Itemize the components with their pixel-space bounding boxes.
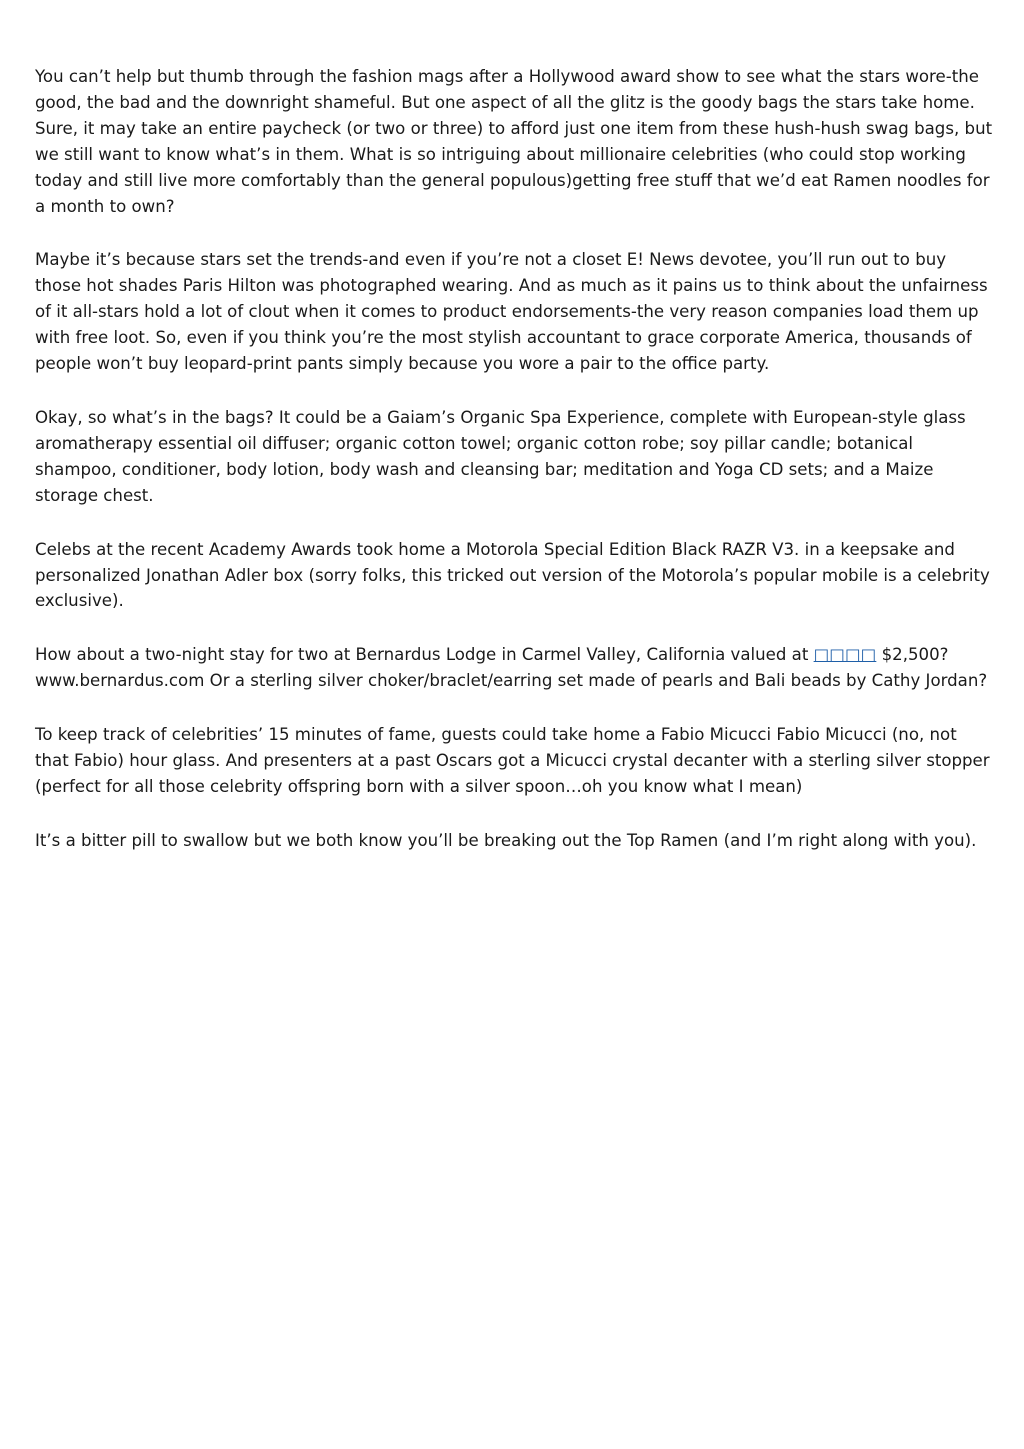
paragraph-motorola-razr: Celebs at the recent Academy Awards took home a Motorola Special Edition Black RAZR V3. in a keepsake and personalized Jonathan Adler box (sorry folks, this tricked out version of the Motorola’s popular mobile is a celebrity exclusive). — [35, 539, 990, 611]
paragraph-bernardus-lodge — [35, 642, 995, 694]
paragraph-top-ramen: It’s a bitter pill to swallow but we both know you’ll be breaking out the Top Ramen (and I’m right along with you). — [35, 830, 977, 850]
paragraph-whats-in-bags: Okay, so what’s in the bags? It could be a Gaiam’s Organic Spa Experience, complete with European-style glass aromatherapy essential oil diffuser; organic cotton towel; organic cotton robe; soy pillar candle; botanical shampoo, conditioner, body lotion, body wash and cleansing bar; meditation and Yoga CD sets; and a Maize storage chest. — [35, 407, 966, 505]
inline-link[interactable]: □□□□ — [813, 645, 877, 665]
paragraph-bernardus-text-before: How about a two-night stay for two at Bernardus Lodge in Carmel Valley, California valued at — [35, 645, 814, 665]
paragraph-micucci-hourglass: To keep track of celebrities’ 15 minutes of fame, guests could take home a Fabio Micucci Fabio Micucci (no, not that Fabio) hour glass. And presenters at a past Oscars got a Micucci crystal decanter with a sterling silver stopper (perfect for all those celebrity offspring born with a silver spoon…oh you know what I mean) — [35, 725, 990, 796]
paragraph-bernardus-text-after: $2,500? www.bernardus.com Or a sterling silver choker/braclet/earring set made of pearls and Bali beads by Cathy Jordan? — [35, 645, 988, 691]
paragraph-award-show-swag: You can’t help but thumb through the fashion mags after a Hollywood award show to see what the stars wore-the good, the bad and the downright shameful. But one aspect of all the glitz is the goody bags the stars take home. Sure, it may take an entire paycheck (or two or three) to afford just one item from these hush-hush swag bags, but we still want to know what’s in them. What is so intriguing about millionaire celebrities (who could stop working today and still live more comfortably than the general populous)getting free stuff that we’d eat Ramen noodles for a month to own? — [35, 67, 993, 216]
paragraph-stars-set-trends: Maybe it’s because stars set the trends-and even if you’re not a closet E! News devotee, you’ll run out to buy those hot shades Paris Hilton was photographed wearing. And as much as it pains us to think about the unfairness of it all-stars hold a lot of clout when it comes to product endorsements-the very reason companies load them up with free loot. So, even if you think you’re the most stylish accountant to grace corporate America, thousands of people won’t buy leopard-print pants simply because you wore a pair to the office party. — [35, 250, 988, 374]
document-body — [35, 64, 995, 882]
